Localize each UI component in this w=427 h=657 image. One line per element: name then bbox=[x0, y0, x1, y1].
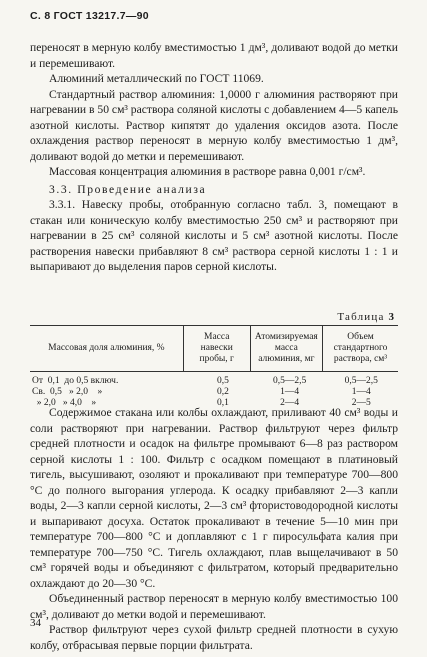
cell-mass-fraction: Св. 0,5 » 2,0 » bbox=[32, 387, 103, 397]
cell-atomized-mass: 1—4 bbox=[280, 387, 300, 397]
table-header-row bbox=[30, 326, 398, 372]
cell-standard-volume: 0,5—2,5 bbox=[344, 376, 378, 386]
top-text-block bbox=[30, 40, 398, 275]
header-sample-mass: Масса навески пробы, г bbox=[183, 326, 250, 371]
paragraph-3-3-1: 3.3.1. Навеску пробы, отобранную согласно табл. 3, помещают в стакан или коническую колбу вместимостью 250 см³ и растворяют при нагревании в 25 см³ соляной кислоты и 5 см³ азотной кислоты. После растворения навески прибавляют 8 см³ раствора серной кислоты 1 : 1 и выпаривают до выделения паров серной кислоты. bbox=[30, 198, 398, 273]
table-3 bbox=[30, 325, 398, 409]
header-mass-fraction: Массовая доля алюминия, % bbox=[48, 343, 165, 353]
cell-mass-fraction: » 2,0 » 4,0 » bbox=[32, 398, 97, 408]
cell-sample-mass: 0,1 bbox=[217, 398, 229, 408]
table-caption-number: 3 bbox=[388, 311, 394, 323]
table-caption-word: Таблица bbox=[337, 311, 385, 323]
page-header: С. 8 ГОСТ 13217.7—90 bbox=[30, 10, 149, 22]
paragraph-dissolution-filtration: Содержимое стакана или колбы охлаждают, приливают 40 см³ воды и соли растворяют при нагревании. Раствор фильтруют через фильтр средней плотности и осадок на фильтре промывают 6—8 раз раствором серной кислоты 1 : 100. Фильтр с осадком помещают в платиновый тигель, высушивают, озоляют и прокаливают при температуре 700—800 °С до полного выгорания углерода. К осадку прибавляют 2—3 капли воды, 2—3 капли серной кислоты, 2—3 см³ фтористоводородной кислоты и выпаривают досуха. Остаток прокаливают в течение 5—10 мин при температуре 700—800 °С и доплавляют с 1 г пиросульфата калия при температуре 700—750 °С. Тигель охлаждают, плав выщелачивают в 50 см³ горячей воды и объединяют с фильтратом, который предварительно охлаждают до 20—30 °С. bbox=[30, 406, 398, 590]
paragraph-aluminium-metal: Алюминий металлический по ГОСТ 11069. bbox=[49, 72, 264, 85]
paragraph-combined-solution: Объединенный раствор переносят в мерную колбу вместимостью 100 см³, доливают до метки водой и перемешивают. bbox=[30, 592, 398, 621]
table-body bbox=[30, 372, 398, 409]
page-number: 34 bbox=[30, 617, 41, 629]
cell-standard-volume: 1—4 bbox=[351, 387, 371, 397]
cell-standard-volume: 2—5 bbox=[351, 398, 371, 408]
paragraph-standard-solution: Стандартный раствор алюминия: 1,0000 г алюминия растворяют при нагревании в 50 см³ раствора соляной кислоты с добавлением 4—5 капель азотной кислоты. Раствор кипятят до удаления оксидов азота. После охлаждения раствор переносят в мерную колбу вместимостью 1 дм³, доливают водой до метки и перемешивают. bbox=[30, 87, 398, 163]
bottom-text-block bbox=[30, 405, 398, 653]
header-standard-volume: Объем стандартного раствора, см³ bbox=[322, 326, 398, 371]
table-row bbox=[30, 376, 398, 387]
paragraph-mass-concentration: Массовая концентрация алюминия в растворе равна 0,001 г/см³. bbox=[49, 165, 366, 178]
cell-sample-mass: 0,2 bbox=[217, 387, 229, 397]
cell-atomized-mass: 2—4 bbox=[280, 398, 300, 408]
paragraph-filtering: Раствор фильтруют через сухой фильтр средней плотности в сухую колбу, отбрасывая первые порции фильтрата. bbox=[30, 623, 398, 652]
cell-mass-fraction: От 0,1 до 0,5 включ. bbox=[32, 376, 119, 386]
table-row bbox=[30, 387, 398, 398]
header-atomized-mass: Атомизируемая масса алюминия, мг bbox=[250, 326, 322, 371]
section-title: 3.3. Проведение анализа bbox=[49, 182, 207, 196]
paragraph-continuation: переносят в мерную колбу вместимостью 1 дм³, доливают водой до метки и перемешивают. bbox=[30, 41, 398, 70]
cell-sample-mass: 0,5 bbox=[217, 376, 229, 386]
cell-atomized-mass: 0,5—2,5 bbox=[272, 376, 307, 386]
table-caption bbox=[337, 311, 394, 323]
